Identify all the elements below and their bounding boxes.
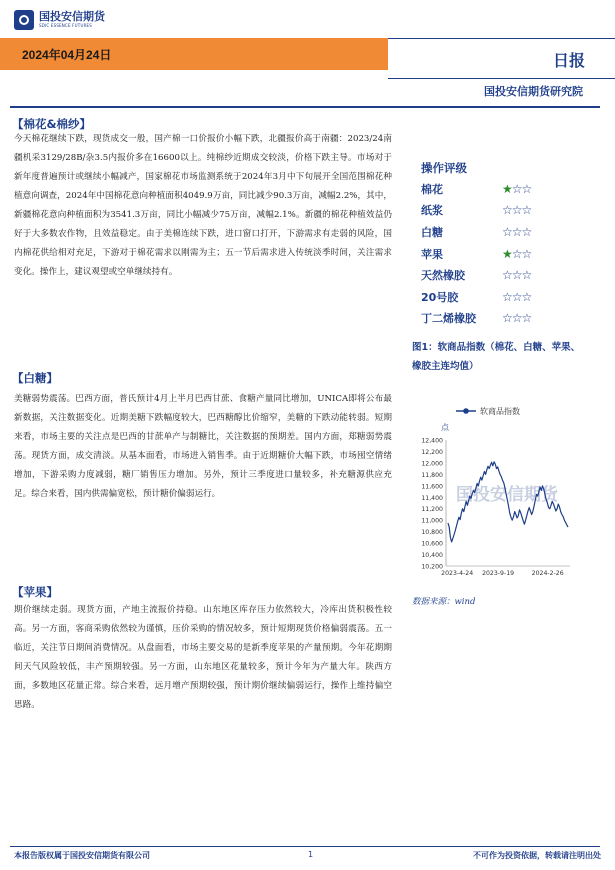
star-empty-icon: ☆: [521, 311, 532, 326]
rating-row: [421, 221, 531, 243]
star-empty-icon: ☆: [511, 246, 522, 261]
figure-title: 图1：软商品指数（棉花、白糖、苹果、橡胶主连均值）: [412, 342, 581, 372]
institute-name: 国投安信期货研究院: [484, 85, 583, 98]
rating-stars: [502, 268, 531, 282]
rating-name: 白糖: [421, 225, 443, 239]
x-tick-label: 2023-9-19: [482, 570, 515, 577]
chart-watermark: 国投安信期货: [456, 485, 558, 505]
header-mid-rule: [388, 78, 615, 79]
star-empty-icon: ☆: [521, 203, 532, 218]
chart-axes: [421, 438, 570, 578]
legend-marker: [463, 408, 469, 414]
star-empty-icon: ☆: [502, 203, 512, 218]
x-tick-label: 2023-4-24: [441, 570, 474, 577]
section-title-sugar: 【白糖】: [12, 371, 58, 385]
rating-name: 天然橡胶: [421, 269, 465, 283]
y-tick-label: 12,400: [421, 437, 443, 445]
rating-row: [421, 200, 531, 222]
y-unit-label: 点: [441, 423, 449, 432]
rating-stars: [502, 311, 531, 325]
chart-legend: [456, 406, 520, 416]
y-tick-label: 12,200: [421, 448, 443, 456]
rating-stars: [502, 203, 531, 217]
rating-list: [421, 178, 531, 329]
footer-disclaimer: 不可作为投资依据，转载请注明出处: [473, 850, 601, 860]
section-text-cotton: 今天棉花继续下跌，现货成交一般，国产棉一口价报价小幅下跌，北疆报价高于南疆：2023/24南疆机采3129/28B/杂3.5内报价多在16600以上。纯棉纱近期成交较淡，价格下跌主导。市场对于新年度普遍预计或继续小幅减产，国家棉花市场监测系统于2024年3月中下旬展开全国范围棉花种植意向调查，2024年中国棉花意向种植面积4049.9万亩，同比减少90.3万亩，减幅2.2%，其中，新疆棉花意向种植面积为3541.3万亩，同比小幅减少75万亩，减幅2.1%。新疆的棉花种植效益仍好于大多数农作物，且效益稳定。由于美棉连续下跌，进口窗口打开，下游需求有走弱的风险，国内棉花供给相对充足，下游对于棉花需求以刚需为主；五一节后需求进入传统淡季时间，关注需求变化。操作上，建议观望或空单继续持有。: [14, 134, 392, 277]
logo-name-cn: 国投安信期货: [39, 10, 105, 23]
logo-name-en: SDIC ESSENCE FUTURES: [39, 23, 93, 28]
footer-copyright: 本报告版权属于国投安信期货有限公司: [14, 850, 150, 860]
y-tick-label: 10,600: [421, 540, 443, 548]
y-tick-label: 11,600: [421, 483, 443, 491]
footer-rule: [10, 846, 600, 847]
star-empty-icon: ☆: [502, 224, 512, 239]
star-empty-icon: ☆: [511, 203, 522, 218]
rating-stars: [502, 290, 531, 304]
star-empty-icon: ☆: [502, 268, 512, 283]
rating-row: [421, 286, 531, 308]
rating-name: 苹果: [421, 247, 443, 261]
star-empty-icon: ☆: [511, 311, 522, 326]
y-tick-label: 11,000: [421, 517, 443, 525]
x-tick-label: 2024-2-26: [531, 570, 564, 577]
rating-row: [421, 178, 531, 200]
star-empty-icon: ☆: [502, 289, 512, 304]
rating-name: 丁二烯橡胶: [421, 312, 476, 326]
index-line-chart: [400, 396, 580, 596]
star-empty-icon: ☆: [511, 181, 522, 196]
star-empty-icon: ☆: [521, 268, 532, 283]
star-empty-icon: ☆: [521, 181, 532, 196]
section-text-apple: 期价继续走弱。现货方面，产地主流报价持稳。山东地区库存压力依然较大，冷库出货积极性较高。另一方面，客商采购依然较为谨慎，压价采购的情况较多，预计短期现货价格偏弱震荡。五一临近，关注节日期间消费情况。从盘面看，市场主要交易的是新季度苹果的产量预期。今年花期期间天气风险较低，丰产预期较强。另一方面，山东地区花量较多，预计今年为产量大年。陕西方面，多数地区花量正常。综合来看，远月增产预期较强，预计期价继续偏弱运行，操作上维持偏空思路。: [14, 605, 392, 710]
star-empty-icon: ☆: [511, 224, 522, 239]
rating-stars: [502, 247, 531, 261]
star-empty-icon: ☆: [511, 289, 522, 304]
rating-name: 20号胶: [421, 290, 459, 304]
report-type: 日报: [552, 51, 585, 70]
section-title-cotton: 【棉花&棉纱】: [12, 117, 92, 131]
star-empty-icon: ☆: [521, 289, 532, 304]
star-filled-icon: ★: [502, 246, 512, 261]
rating-name: 纸浆: [421, 204, 443, 218]
y-tick-label: 10,800: [421, 529, 443, 537]
rating-row: [421, 243, 531, 265]
company-logo: [14, 10, 105, 30]
section-text-sugar: 美糖弱势震荡。巴西方面，普氏预计4月上半月巴西甘蔗、食糖产量同比增加，UNICA即将公布最新数据，关注数据变化。近期美糖下跌幅度较大，巴西糖醇比价缩窄，美糖的下跌动能转弱。短期来看，市场主要的关注点是巴西的甘蔗单产与制糖比，关注数据的预期差。国内方面，郑糖弱势震荡。现货方面，成交清淡。从基本面看，市场进入销售季。由于近期糖价大幅下跌，市场囤空情绪增加，下游采购力度减弱，糖厂销售压力增加。另外，预计三季度进口量较多，补充糖源供应充足。综合来看，国内供需偏宽松，预计糖价偏弱运行。: [14, 394, 392, 499]
y-tick-label: 10,400: [421, 552, 443, 560]
rating-name: 棉花: [421, 182, 443, 196]
star-empty-icon: ☆: [521, 246, 532, 261]
star-empty-icon: ☆: [521, 224, 532, 239]
rating-row: [421, 264, 531, 286]
data-source: 数据来源：wind: [412, 597, 476, 607]
star-empty-icon: ☆: [511, 268, 522, 283]
legend-label: 软商品指数: [480, 407, 520, 416]
y-tick-label: 11,200: [421, 506, 443, 514]
star-filled-icon: ★: [502, 181, 512, 196]
section-title-apple: 【苹果】: [12, 585, 58, 599]
y-tick-label: 10,200: [421, 563, 443, 571]
header-top-rule: [388, 38, 615, 39]
report-date: 2024年04月24日: [22, 48, 112, 62]
rating-stars: [502, 225, 531, 239]
y-tick-label: 11,400: [421, 494, 443, 502]
rating-title: 操作评级: [421, 161, 467, 175]
y-tick-label: 12,000: [421, 460, 443, 468]
logo-mark-icon: [14, 10, 34, 30]
star-empty-icon: ☆: [502, 311, 512, 326]
header-divider: [10, 106, 600, 108]
rating-row: [421, 308, 531, 330]
page-number: 1: [308, 850, 314, 859]
rating-stars: [502, 182, 531, 196]
y-tick-label: 11,800: [421, 471, 443, 479]
